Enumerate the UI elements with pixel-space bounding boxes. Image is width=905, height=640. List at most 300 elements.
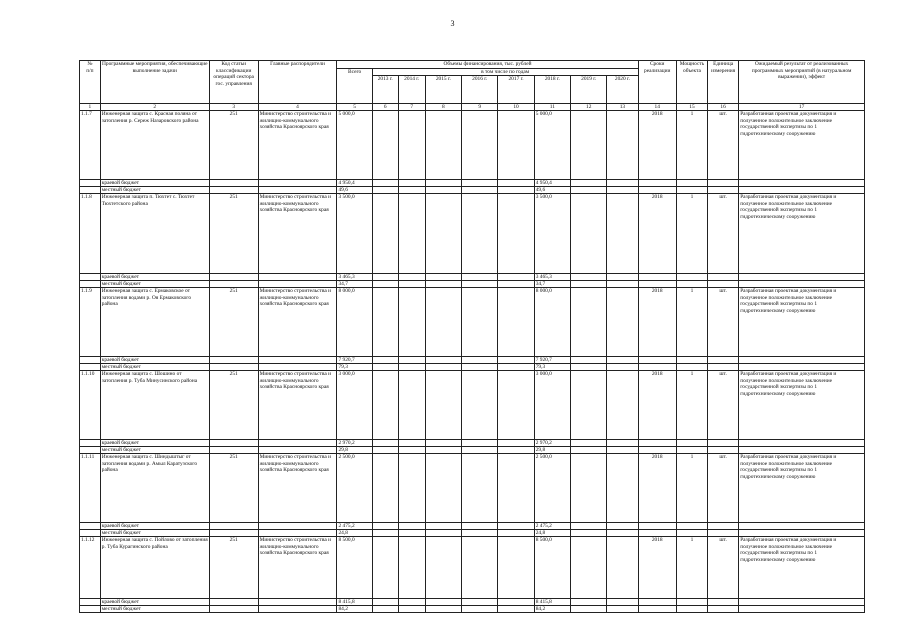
header-num: № п/п xyxy=(80,61,101,104)
table-row xyxy=(80,537,865,599)
sub-empty xyxy=(607,606,638,613)
column-number: 5 xyxy=(337,104,372,111)
budget-label: местный бюджет xyxy=(100,187,209,194)
sub-empty xyxy=(372,274,398,281)
sub-empty xyxy=(209,364,258,371)
row-number: 1.1.11 xyxy=(80,454,101,523)
budget-2018: 29,8 xyxy=(534,447,570,454)
row-year-empty xyxy=(462,537,498,599)
row-year-empty xyxy=(398,371,425,440)
sub-empty xyxy=(571,357,607,364)
sub-empty xyxy=(607,447,638,454)
sub-empty xyxy=(676,440,707,447)
row-year-empty xyxy=(571,537,607,599)
sub-empty xyxy=(258,281,337,288)
sub-empty xyxy=(676,187,707,194)
table-row xyxy=(80,454,865,523)
row-year-empty xyxy=(425,288,461,357)
sub-empty xyxy=(638,606,676,613)
sub-empty xyxy=(258,530,337,537)
sub-empty xyxy=(498,447,534,454)
budget-label: местный бюджет xyxy=(100,530,209,537)
sub-empty xyxy=(708,281,739,288)
sub-empty xyxy=(708,357,739,364)
header-year: 2014 г. xyxy=(398,76,425,104)
row-number: 1.1.8 xyxy=(80,194,101,274)
budget-total: 49,6 xyxy=(337,187,372,194)
sub-empty xyxy=(571,187,607,194)
column-number: 1 xyxy=(80,104,101,111)
sub-empty xyxy=(258,440,337,447)
sub-empty xyxy=(80,357,101,364)
row-deadline: 2018 xyxy=(638,537,676,599)
row-executor: Министерство строительства и жилищно-коммунального хозяйства Красноярского края xyxy=(258,194,337,274)
page-number: 3 xyxy=(450,19,455,28)
column-number: 7 xyxy=(398,104,425,111)
sub-empty xyxy=(708,440,739,447)
row-unit: шт. xyxy=(708,454,739,523)
row-result: Разработанная проектная документация и полученное положительное заключение государственной экспертизы по 1 гидротехническому сооружению xyxy=(739,288,865,357)
row-result: Разработанная проектная документация и полученное положительное заключение государственной экспертизы по 1 гидротехническому сооружению xyxy=(739,371,865,440)
sub-empty xyxy=(462,364,498,371)
sub-empty xyxy=(80,523,101,530)
row-year-empty xyxy=(462,371,498,440)
column-number: 14 xyxy=(638,104,676,111)
sub-empty xyxy=(607,440,638,447)
row-year-empty xyxy=(498,454,534,523)
sub-empty xyxy=(708,187,739,194)
sub-empty xyxy=(638,447,676,454)
krai-budget-row xyxy=(80,274,865,281)
header-year: 2016 г. xyxy=(462,76,498,104)
sub-empty xyxy=(638,364,676,371)
row-year-empty xyxy=(425,537,461,599)
header-code: Код статьи классификации операций сектора гос. управления xyxy=(209,61,258,104)
header-result: Ожидаемый результат от реализованных программных мероприятий (в натуральном выражении), эффект xyxy=(739,61,865,104)
budget-label: краевой бюджет xyxy=(100,180,209,187)
header-year: 2013 г. xyxy=(372,76,398,104)
budget-total: 84,2 xyxy=(337,606,372,613)
sub-empty xyxy=(676,281,707,288)
header-total: Всего xyxy=(337,68,372,104)
sub-empty xyxy=(571,599,607,606)
sub-empty xyxy=(209,523,258,530)
row-code: 251 xyxy=(209,111,258,180)
header-year: 2020 г. xyxy=(607,76,638,104)
budget-2018: 8 415,8 xyxy=(534,599,570,606)
sub-empty xyxy=(708,599,739,606)
row-year-2018: 3 000,0 xyxy=(534,371,570,440)
row-year-empty xyxy=(398,194,425,274)
budget-2018: 2 970,2 xyxy=(534,440,570,447)
sub-empty xyxy=(398,447,425,454)
sub-empty xyxy=(638,274,676,281)
budget-2018: 34,7 xyxy=(534,281,570,288)
budget-total: 7 920,7 xyxy=(337,357,372,364)
sub-empty xyxy=(425,530,461,537)
budget-label: краевой бюджет xyxy=(100,357,209,364)
budget-label: краевой бюджет xyxy=(100,523,209,530)
header-funding: Объемы финансирования, тыс. рублей xyxy=(337,61,638,69)
sub-empty xyxy=(80,364,101,371)
sub-empty xyxy=(425,440,461,447)
sub-empty xyxy=(80,530,101,537)
sub-empty xyxy=(739,606,865,613)
row-year-empty xyxy=(498,194,534,274)
sub-empty xyxy=(708,447,739,454)
row-capacity: 1 xyxy=(676,371,707,440)
sub-empty xyxy=(708,530,739,537)
row-year-empty xyxy=(607,454,638,523)
sub-empty xyxy=(398,281,425,288)
row-total: 8 500,0 xyxy=(337,537,372,599)
budget-label: краевой бюджет xyxy=(100,274,209,281)
column-number: 17 xyxy=(739,104,865,111)
sub-empty xyxy=(638,357,676,364)
row-year-2018: 8 500,0 xyxy=(534,537,570,599)
sub-empty xyxy=(372,440,398,447)
sub-empty xyxy=(676,180,707,187)
sub-empty xyxy=(676,364,707,371)
sub-empty xyxy=(498,357,534,364)
row-executor: Министерство строительства и жилищно-коммунального хозяйства Красноярского края xyxy=(258,111,337,180)
table-row xyxy=(80,371,865,440)
krai-budget-row xyxy=(80,357,865,364)
sub-empty xyxy=(462,357,498,364)
sub-empty xyxy=(80,606,101,613)
sub-empty xyxy=(638,530,676,537)
row-year-empty xyxy=(498,288,534,357)
budget-label: местный бюджет xyxy=(100,281,209,288)
row-year-empty xyxy=(571,371,607,440)
budget-2018: 24,8 xyxy=(534,530,570,537)
sub-empty xyxy=(209,440,258,447)
sub-empty xyxy=(258,599,337,606)
sub-empty xyxy=(498,606,534,613)
sub-empty xyxy=(80,599,101,606)
budget-total: 24,8 xyxy=(337,530,372,537)
row-code: 251 xyxy=(209,454,258,523)
row-unit: шт. xyxy=(708,371,739,440)
sub-empty xyxy=(708,606,739,613)
sub-empty xyxy=(398,606,425,613)
sub-empty xyxy=(209,180,258,187)
sub-empty xyxy=(676,274,707,281)
local-budget-row xyxy=(80,606,865,613)
header-year: 2019 г. xyxy=(571,76,607,104)
row-total: 3 000,0 xyxy=(337,371,372,440)
sub-empty xyxy=(425,523,461,530)
row-unit: шт. xyxy=(708,537,739,599)
sub-empty xyxy=(462,523,498,530)
sub-empty xyxy=(607,530,638,537)
row-unit: шт. xyxy=(708,194,739,274)
budget-total: 29,8 xyxy=(337,447,372,454)
sub-empty xyxy=(398,187,425,194)
row-year-empty xyxy=(372,194,398,274)
row-capacity: 1 xyxy=(676,111,707,180)
header-by-years: в том числе по годам xyxy=(372,68,638,76)
sub-empty xyxy=(425,187,461,194)
row-year-empty xyxy=(398,454,425,523)
header-year: 2015 г. xyxy=(425,76,461,104)
sub-empty xyxy=(425,180,461,187)
sub-empty xyxy=(638,281,676,288)
program-table xyxy=(79,60,865,613)
header-program: Программные мероприятия, обеспечивающие выполнение задачи xyxy=(100,61,209,104)
row-total: 2 500,0 xyxy=(337,454,372,523)
budget-2018: 4 950,4 xyxy=(534,180,570,187)
row-year-empty xyxy=(425,454,461,523)
sub-empty xyxy=(571,530,607,537)
sub-empty xyxy=(462,281,498,288)
sub-empty xyxy=(398,599,425,606)
row-year-empty xyxy=(571,194,607,274)
sub-empty xyxy=(498,599,534,606)
table-row xyxy=(80,111,865,180)
sub-empty xyxy=(372,523,398,530)
sub-empty xyxy=(80,187,101,194)
row-result: Разработанная проектная документация и полученное положительное заключение государственной экспертизы по 1 гидротехническому сооружению xyxy=(739,111,865,180)
row-code: 251 xyxy=(209,371,258,440)
sub-empty xyxy=(676,530,707,537)
row-year-empty xyxy=(607,371,638,440)
row-year-empty xyxy=(498,537,534,599)
sub-empty xyxy=(571,180,607,187)
sub-empty xyxy=(372,180,398,187)
row-year-empty xyxy=(462,454,498,523)
sub-empty xyxy=(638,440,676,447)
local-budget-row xyxy=(80,447,865,454)
budget-2018: 3 465,3 xyxy=(534,274,570,281)
sub-empty xyxy=(676,599,707,606)
sub-empty xyxy=(209,606,258,613)
column-number: 10 xyxy=(498,104,534,111)
sub-empty xyxy=(425,281,461,288)
sub-empty xyxy=(372,364,398,371)
row-result: Разработанная проектная документация и полученное положительное заключение государственной экспертизы по 1 гидротехническому сооружению xyxy=(739,454,865,523)
sub-empty xyxy=(498,187,534,194)
header-year: 2017 г. xyxy=(498,76,534,104)
row-unit: шт. xyxy=(708,288,739,357)
sub-empty xyxy=(425,606,461,613)
local-budget-row xyxy=(80,187,865,194)
krai-budget-row xyxy=(80,523,865,530)
budget-label: местный бюджет xyxy=(100,447,209,454)
sub-empty xyxy=(498,364,534,371)
column-number: 4 xyxy=(258,104,337,111)
row-year-empty xyxy=(462,288,498,357)
row-code: 251 xyxy=(209,537,258,599)
row-name: Инженерная защита с. Ермаковское от затопления водами р. Оя Ермаковского района xyxy=(100,288,209,357)
sub-empty xyxy=(571,523,607,530)
sub-empty xyxy=(80,447,101,454)
sub-empty xyxy=(80,281,101,288)
row-year-empty xyxy=(398,111,425,180)
header-capacity: Мощность объекта xyxy=(676,61,707,104)
sub-empty xyxy=(708,523,739,530)
row-year-empty xyxy=(372,371,398,440)
sub-empty xyxy=(676,447,707,454)
row-year-empty xyxy=(498,371,534,440)
sub-empty xyxy=(258,523,337,530)
sub-empty xyxy=(258,364,337,371)
local-budget-row xyxy=(80,281,865,288)
row-deadline: 2018 xyxy=(638,288,676,357)
row-number: 1.1.7 xyxy=(80,111,101,180)
sub-empty xyxy=(739,599,865,606)
sub-empty xyxy=(462,274,498,281)
row-year-empty xyxy=(462,111,498,180)
sub-empty xyxy=(209,447,258,454)
sub-empty xyxy=(258,187,337,194)
sub-empty xyxy=(607,599,638,606)
sub-empty xyxy=(398,180,425,187)
sub-empty xyxy=(607,281,638,288)
sub-empty xyxy=(258,274,337,281)
sub-empty xyxy=(258,606,337,613)
sub-empty xyxy=(398,357,425,364)
row-name: Инженерная защита п. Тюхтет с. Тюхтет Тюхтетского района xyxy=(100,194,209,274)
row-deadline: 2018 xyxy=(638,454,676,523)
sub-empty xyxy=(425,357,461,364)
sub-empty xyxy=(708,180,739,187)
krai-budget-row xyxy=(80,440,865,447)
sub-empty xyxy=(209,530,258,537)
sub-empty xyxy=(676,357,707,364)
row-year-empty xyxy=(571,111,607,180)
header-executors: Главные распорядители xyxy=(258,61,337,104)
sub-empty xyxy=(498,530,534,537)
budget-2018: 79,3 xyxy=(534,364,570,371)
budget-total: 79,3 xyxy=(337,364,372,371)
sub-empty xyxy=(607,187,638,194)
row-year-empty xyxy=(607,111,638,180)
sub-empty xyxy=(571,440,607,447)
sub-empty xyxy=(571,281,607,288)
row-deadline: 2018 xyxy=(638,111,676,180)
row-year-empty xyxy=(571,454,607,523)
column-number: 2 xyxy=(100,104,209,111)
sub-empty xyxy=(209,357,258,364)
sub-empty xyxy=(739,530,865,537)
sub-empty xyxy=(398,364,425,371)
sub-empty xyxy=(607,180,638,187)
row-year-empty xyxy=(498,111,534,180)
sub-empty xyxy=(638,599,676,606)
sub-empty xyxy=(638,523,676,530)
row-number: 1.1.9 xyxy=(80,288,101,357)
budget-2018: 84,2 xyxy=(534,606,570,613)
sub-empty xyxy=(571,447,607,454)
sub-empty xyxy=(372,530,398,537)
table-row xyxy=(80,194,865,274)
row-year-empty xyxy=(372,454,398,523)
sub-empty xyxy=(425,447,461,454)
budget-total: 34,7 xyxy=(337,281,372,288)
budget-2018: 49,6 xyxy=(534,187,570,194)
sub-empty xyxy=(571,274,607,281)
sub-empty xyxy=(425,599,461,606)
sub-empty xyxy=(498,274,534,281)
row-name: Инженерная защита с. Пойлово от затопления р. Туба Курагинского района xyxy=(100,537,209,599)
row-executor: Министерство строительства и жилищно-коммунального хозяйства Красноярского края xyxy=(258,454,337,523)
budget-label: краевой бюджет xyxy=(100,440,209,447)
table-row xyxy=(80,288,865,357)
row-code: 251 xyxy=(209,194,258,274)
row-name: Инженерная защита с. Шиндыштыг от затопления водами р. Амыл Каратузского района xyxy=(100,454,209,523)
sub-empty xyxy=(425,274,461,281)
sub-empty xyxy=(498,523,534,530)
sub-empty xyxy=(462,447,498,454)
sub-empty xyxy=(739,523,865,530)
header-unit: Единица измерения xyxy=(708,61,739,104)
krai-budget-row xyxy=(80,180,865,187)
sub-empty xyxy=(80,440,101,447)
sub-empty xyxy=(372,447,398,454)
row-name: Инженерная защита с. Красная поляна от затопления р. Сереж Назаровского района xyxy=(100,111,209,180)
row-capacity: 1 xyxy=(676,454,707,523)
row-year-2018: 5 000,0 xyxy=(534,111,570,180)
sub-empty xyxy=(498,180,534,187)
sub-empty xyxy=(462,599,498,606)
row-year-empty xyxy=(607,288,638,357)
sub-empty xyxy=(739,180,865,187)
row-name: Инженерная защита с. Шошино от затопления р. Туба Минусинского района xyxy=(100,371,209,440)
budget-total: 3 465,3 xyxy=(337,274,372,281)
row-number: 1.1.10 xyxy=(80,371,101,440)
row-year-empty xyxy=(372,537,398,599)
sub-empty xyxy=(638,180,676,187)
sub-empty xyxy=(607,357,638,364)
sub-empty xyxy=(398,440,425,447)
column-number: 8 xyxy=(425,104,461,111)
budget-2018: 7 920,7 xyxy=(534,357,570,364)
sub-empty xyxy=(571,606,607,613)
sub-empty xyxy=(739,447,865,454)
row-result: Разработанная проектная документация и полученное положительное заключение государственной экспертизы по 1 гидротехническому сооружению xyxy=(739,194,865,274)
row-code: 251 xyxy=(209,288,258,357)
row-year-empty xyxy=(462,194,498,274)
sub-empty xyxy=(571,364,607,371)
sub-empty xyxy=(372,187,398,194)
row-deadline: 2018 xyxy=(638,371,676,440)
sub-empty xyxy=(498,440,534,447)
sub-empty xyxy=(209,281,258,288)
sub-empty xyxy=(209,274,258,281)
row-total: 8 000,0 xyxy=(337,288,372,357)
budget-2018: 2 475,2 xyxy=(534,523,570,530)
sub-empty xyxy=(80,180,101,187)
row-result: Разработанная проектная документация и полученное положительное заключение государственной экспертизы по 1 гидротехническому сооружению xyxy=(739,537,865,599)
row-year-empty xyxy=(398,288,425,357)
sub-empty xyxy=(498,281,534,288)
sub-empty xyxy=(462,530,498,537)
sub-empty xyxy=(462,606,498,613)
sub-empty xyxy=(739,281,865,288)
budget-total: 8 415,8 xyxy=(337,599,372,606)
row-total: 3 500,0 xyxy=(337,194,372,274)
sub-empty xyxy=(209,599,258,606)
row-year-empty xyxy=(372,288,398,357)
column-number: 16 xyxy=(708,104,739,111)
sub-empty xyxy=(372,599,398,606)
budget-total: 2 970,2 xyxy=(337,440,372,447)
sub-empty xyxy=(425,364,461,371)
budget-total: 2 475,2 xyxy=(337,523,372,530)
row-year-2018: 2 500,0 xyxy=(534,454,570,523)
sub-empty xyxy=(398,523,425,530)
